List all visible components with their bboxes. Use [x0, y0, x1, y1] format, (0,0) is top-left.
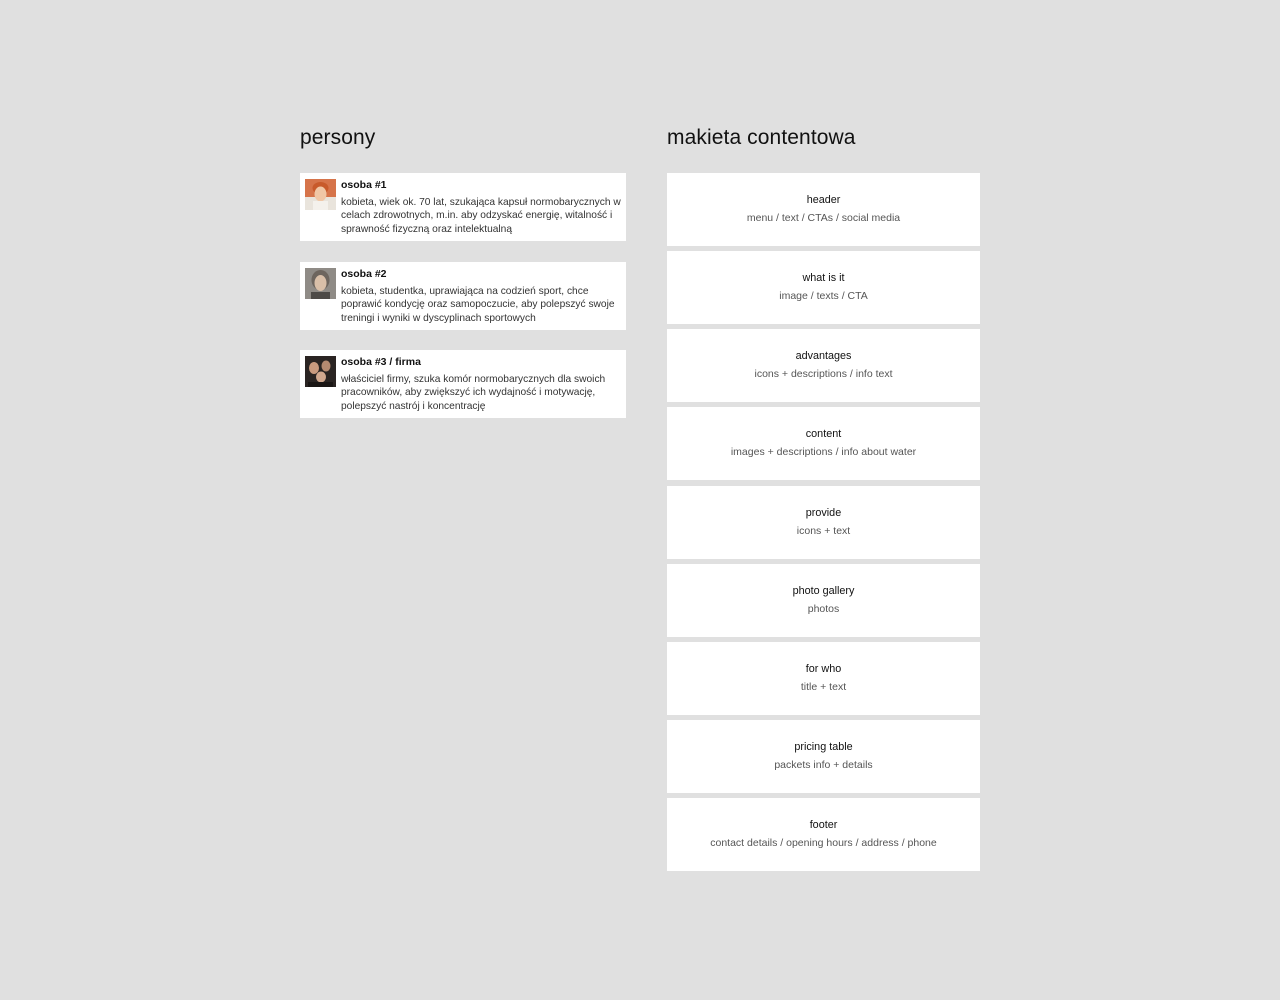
wireframe-block-title: content: [805, 428, 842, 440]
wireframe-block-subtitle: title + text: [800, 681, 847, 693]
wireframe-block-subtitle: menu / text / CTAs / social media: [746, 212, 901, 224]
wireframe-block-content: [667, 407, 980, 480]
wireframe-block-title: for who: [805, 663, 842, 675]
wireframe-block-title: advantages: [795, 350, 852, 362]
persona-card-3: [300, 350, 626, 418]
wireframe-block-title: footer: [809, 819, 838, 831]
wireframe-block-title: what is it: [802, 272, 845, 284]
persona-name: osoba #3 / firma: [341, 356, 421, 368]
wireframe-block-provide: [667, 486, 980, 559]
personas-section-title: persony: [300, 126, 376, 149]
persona-avatar-3: [305, 356, 336, 387]
wireframe-block-title: photo gallery: [792, 585, 855, 597]
persona-description: kobieta, wiek ok. 70 lat, szukająca kapsuł normobarycznych w celach zdrowotnych, m.in. aby odzyskać energię, witalność i sprawność fizyczną oraz intelektualną: [341, 197, 621, 235]
wireframe-block-photo-gallery: [667, 564, 980, 637]
persona-name: osoba #1: [341, 179, 387, 191]
persona-name: osoba #2: [341, 268, 387, 280]
wireframe-block-subtitle: photos: [807, 603, 840, 615]
persona-card-1: [300, 173, 626, 241]
wireframe-block-subtitle: icons + descriptions / info text: [754, 368, 893, 380]
wireframe-block-subtitle: icons + text: [796, 525, 851, 537]
persona-description: kobieta, studentka, uprawiająca na codzień sport, chce poprawić kondycję oraz samopoczucie, aby polepszyć swoje treningi i wyniki w dyscyplinach sportowych: [341, 286, 615, 324]
persona-avatar-1: [305, 179, 336, 210]
wireframe-section-title: makieta contentowa: [667, 126, 856, 149]
wireframe-block-pricing-table: [667, 720, 980, 793]
wireframe-block-title: header: [806, 194, 841, 206]
wireframe-block-subtitle: image / texts / CTA: [779, 290, 868, 302]
wireframe-block-what-is-it: [667, 251, 980, 324]
wireframe-block-footer: [667, 798, 980, 871]
wireframe-block-subtitle: contact details / opening hours / address / phone: [710, 837, 937, 849]
persona-avatar-2: [305, 268, 336, 299]
wireframe-block-subtitle: packets info + details: [774, 759, 873, 771]
persona-description: właściciel firmy, szuka komór normobarycznych dla swoich pracowników, aby zwiększyć ich wydajność i motywację, polepszyć nastrój i koncentrację: [341, 374, 606, 412]
wireframe-block-subtitle: images + descriptions / info about water: [730, 446, 917, 458]
persona-card-2: [300, 262, 626, 330]
wireframe-block-advantages: [667, 329, 980, 402]
wireframe-block-for-who: [667, 642, 980, 715]
wireframe-block-header: [667, 173, 980, 246]
wireframe-block-title: pricing table: [794, 741, 853, 753]
wireframe-block-title: provide: [805, 507, 842, 519]
